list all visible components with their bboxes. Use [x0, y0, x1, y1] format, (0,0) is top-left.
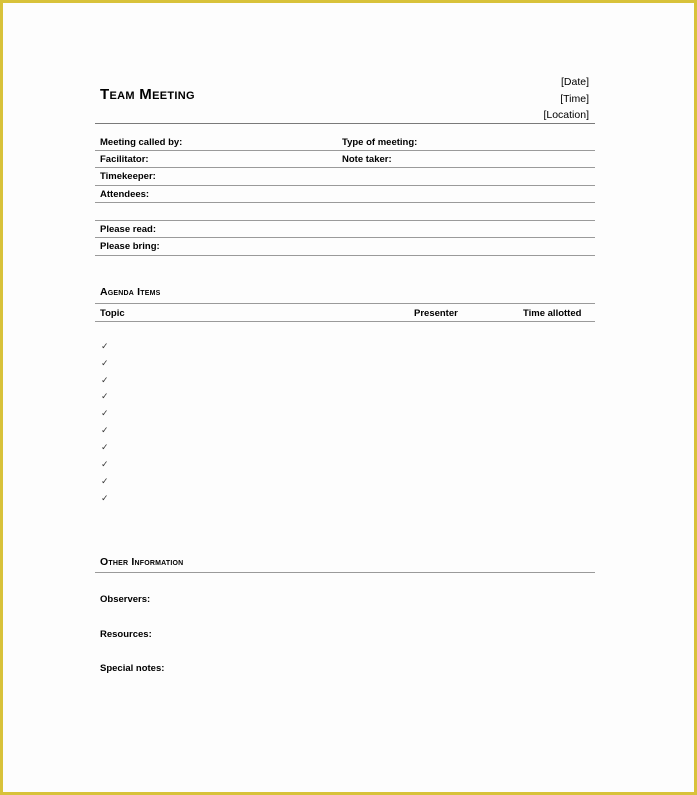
- divider: [95, 572, 595, 573]
- divider: [95, 321, 595, 322]
- divider: [95, 202, 595, 203]
- special-notes-label: Special notes:: [100, 663, 165, 674]
- agenda-heading: Agenda Items: [100, 286, 161, 298]
- meeting-meta: [543, 74, 589, 124]
- please-bring-label: Please bring:: [100, 241, 160, 252]
- checkmark-icon: ✓: [101, 459, 109, 469]
- divider: [95, 237, 595, 238]
- presenter-column-header: Presenter: [414, 308, 458, 319]
- divider: [95, 123, 595, 124]
- divider: [95, 303, 595, 304]
- date-placeholder[interactable]: [Date]: [560, 76, 589, 88]
- checkmark-icon: ✓: [101, 375, 109, 385]
- divider: [95, 255, 595, 256]
- called-by-label: Meeting called by:: [100, 137, 183, 148]
- divider: [95, 220, 595, 221]
- checkmark-icon: ✓: [101, 391, 109, 401]
- checkmark-icon: ✓: [101, 408, 109, 418]
- checkmark-icon: ✓: [101, 493, 109, 503]
- checkmark-icon: ✓: [101, 476, 109, 486]
- divider: [95, 150, 595, 151]
- checkmark-icon: ✓: [101, 425, 109, 435]
- type-of-meeting-label: Type of meeting:: [342, 137, 418, 148]
- page-title: Team Meeting: [100, 86, 195, 103]
- facilitator-label: Facilitator:: [100, 154, 149, 165]
- attendees-label: Attendees:: [100, 189, 150, 200]
- divider: [95, 167, 595, 168]
- checkmark-icon: ✓: [101, 341, 109, 351]
- other-information-heading: Other Information: [100, 556, 184, 568]
- observers-label: Observers:: [100, 594, 151, 605]
- checkmark-icon: ✓: [101, 442, 109, 452]
- timekeeper-label: Timekeeper:: [100, 171, 156, 182]
- location-placeholder[interactable]: [Location]: [543, 109, 589, 121]
- checkmark-icon: ✓: [101, 358, 109, 368]
- time-placeholder[interactable]: [Time]: [560, 92, 589, 105]
- divider: [95, 185, 595, 186]
- resources-label: Resources:: [100, 629, 152, 640]
- note-taker-label: Note taker:: [342, 154, 392, 165]
- topic-column-header: Topic: [100, 308, 125, 319]
- please-read-label: Please read:: [100, 224, 156, 235]
- time-allotted-column-header: Time allotted: [523, 308, 582, 319]
